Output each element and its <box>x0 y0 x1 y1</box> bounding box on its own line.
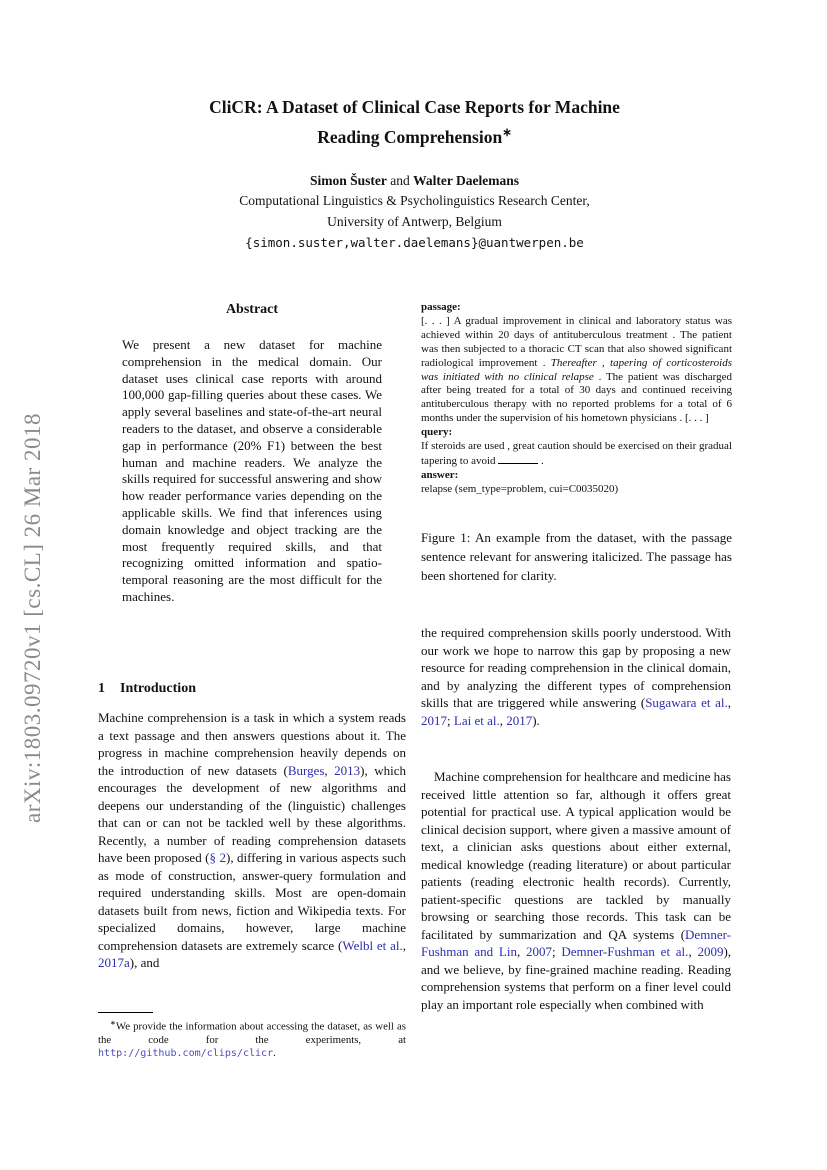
affiliation-line2: University of Antwerp, Belgium <box>327 213 502 229</box>
text-segment: , <box>688 944 698 959</box>
figure1-query-label: query: <box>421 426 453 439</box>
arxiv-watermark: arXiv:1803.09720v1 [cs.CL] 26 Mar 2018 <box>20 413 45 823</box>
author-emails: {simon.suster,walter.daelemans}@uantwerpen.be <box>245 235 584 250</box>
affiliation-line1: Computational Linguistics & Psycholinguistics Research Center, <box>239 193 590 208</box>
text-segment: Machine comprehension is a task in which a system reads a text passage and then answers questions about it. The progress in machine comprehension heavily depends on the introduction of new datasets ( <box>98 710 406 778</box>
citation-link[interactable]: 2017 <box>421 712 447 728</box>
citation-link[interactable]: Welbl et al. <box>342 937 403 953</box>
text-segment: . The patient was discharged after being treated for a total of 30 days and continued receiving antituberculous therapy with no reported problems for a total of 6 months under the supervision of his hometown physicians . [. . . ] <box>421 370 732 425</box>
citation-link[interactable]: 2013 <box>334 762 361 778</box>
text-segment: Thereafter , tapering of corticosteroids was initiated with no clinical relapse <box>421 356 732 383</box>
text-segment: If steroids are used , great caution should be exercised on their gradual tapering to avoid <box>421 440 732 467</box>
section-number: 1 <box>98 681 105 696</box>
citation-link[interactable]: § 2 <box>209 850 226 865</box>
url-link[interactable]: http://github.com/clips/clicr <box>98 1048 274 1059</box>
author-block <box>98 171 731 252</box>
citation-link[interactable]: Demner-Fushman et al. <box>561 944 689 959</box>
text-segment: We provide the information about accessing the dataset, as well as the code for the experiments, at <box>98 1020 406 1046</box>
text-segment: ; <box>551 944 562 959</box>
abstract-text: We present a new dataset for machine comprehension in the medical domain. Our dataset uses clinical case reports with around 100,000 gap-filling queries about these cases. We apply several baselines and state-of-the-art neural readers to the dataset, and observe a considerable gap in performance (20% F1) between the best human and machine readers. We analyze the skills required for successful answering and show how reader performance varies depending on the applicable skills. We find that inferences using domain knowledge and object tracking are the most frequently required skills, and that recognizing omitted information and spatio-temporal reasoning are the most difficult for the machines. <box>122 337 382 604</box>
text-segment: Walter Daelemans <box>413 173 519 188</box>
text-segment: , <box>516 944 526 959</box>
figure1-passage-label: passage: <box>421 301 461 313</box>
text-segment: the required comprehension skills poorly understood. With our work we hope to narrow this gap by proposing a new resource for reading comprehension in the clinical domain, and by analyzing the different types of comprehension skills that are triggered while answering ( <box>421 625 731 710</box>
figure1-example-box <box>421 301 732 497</box>
footnote-rule <box>98 1012 153 1013</box>
text-segment: Reading Comprehension <box>317 126 503 147</box>
text-segment: , <box>727 695 731 710</box>
text-segment: , <box>324 762 335 778</box>
text-segment: , <box>402 937 406 953</box>
text-segment: ), which encourages the development of new algorithms and deepens our understanding of the (linguistic) challenges that can or can not be tackled well by these algorithms. Recently, a number of reading comprehension datasets have been proposed ( <box>98 762 406 865</box>
text-segment: ), and <box>129 955 160 970</box>
right-column-paragraph-1 <box>421 624 731 729</box>
figure1-answer-label: answer: <box>421 468 459 481</box>
figure1-passage-text <box>421 315 732 426</box>
footnote-text <box>98 1017 406 1060</box>
text-segment: . <box>273 1047 276 1059</box>
citation-link[interactable]: Demner-Fushman and Lin <box>421 926 731 959</box>
citation-link[interactable]: 2009 <box>697 944 724 959</box>
footnote <box>98 1012 406 1060</box>
figure1-caption: Figure 1: An example from the dataset, with the passage sentence relevant for answering italicized. The passage has been shortened for clarity. <box>421 530 732 584</box>
answer-blank <box>498 454 538 464</box>
text-segment: . <box>538 454 544 467</box>
paper-title <box>98 94 731 150</box>
text-segment: Machine comprehension for healthcare and medicine has received little attention so far, although it offers great potential for practical use. A typical application would be clinical decision support, where given a massive amount of text, a clinician asks questions about either external, medical knowledge (reading literature) or about particular patients (reading electronic health records). Currently, patient-specific questions are tackled by manually browsing or searching those records. This task can be facilitated by summarization and QA systems ( <box>421 769 731 942</box>
text-segment: Simon Šuster <box>310 173 387 188</box>
figure1-answer-text: relapse (sem_type=problem, cui=C0035020) <box>421 482 619 495</box>
text-segment: ), differing in various aspects such as mode of construction, answer-query formulation and required understanding skills. Most are open-domain datasets built from news, fiction and Wikipedia texts. For specialized domains, however, large machine comprehension datasets are extremely scarce ( <box>98 850 406 953</box>
citation-link[interactable]: 2017 <box>506 712 533 728</box>
text-segment: and <box>386 173 414 188</box>
text-segment: [. . . ] A gradual improvement in clinical and laboratory status was achieved within 20 days of antituberculous treatment . The patient was then subjected to a thoracic CT scan that also showed significant radiological improvement . <box>421 314 732 369</box>
text-segment: ), and we believe, by fine-grained machine reading. Reading comprehension systems that perform on a finer level could play an important role especially when combined with <box>421 944 732 1012</box>
text-segment: , <box>499 712 507 728</box>
figure1-query-text <box>421 440 732 469</box>
text-segment: ∗ <box>110 1019 116 1027</box>
paper-title-line1: CliCR: A Dataset of Clinical Case Reports for Machine <box>209 97 620 117</box>
citation-link[interactable]: Lai et al. <box>453 712 500 728</box>
citation-link[interactable]: 2017a <box>98 955 130 970</box>
right-column-paragraph-2 <box>421 768 731 1013</box>
author-names <box>98 171 731 191</box>
introduction-paragraph <box>98 709 406 972</box>
text-segment: ). <box>532 712 540 728</box>
abstract-heading: Abstract <box>225 302 279 317</box>
section-title: Introduction <box>120 681 196 696</box>
section-heading-introduction <box>98 681 406 697</box>
citation-link[interactable]: Sugawara et al. <box>645 695 728 710</box>
paper-title-line2 <box>98 120 731 150</box>
text-segment: ; <box>447 712 454 728</box>
citation-link[interactable]: 2007 <box>525 944 552 959</box>
text-segment: ∗ <box>502 127 512 139</box>
citation-link[interactable]: Burges <box>287 762 325 778</box>
